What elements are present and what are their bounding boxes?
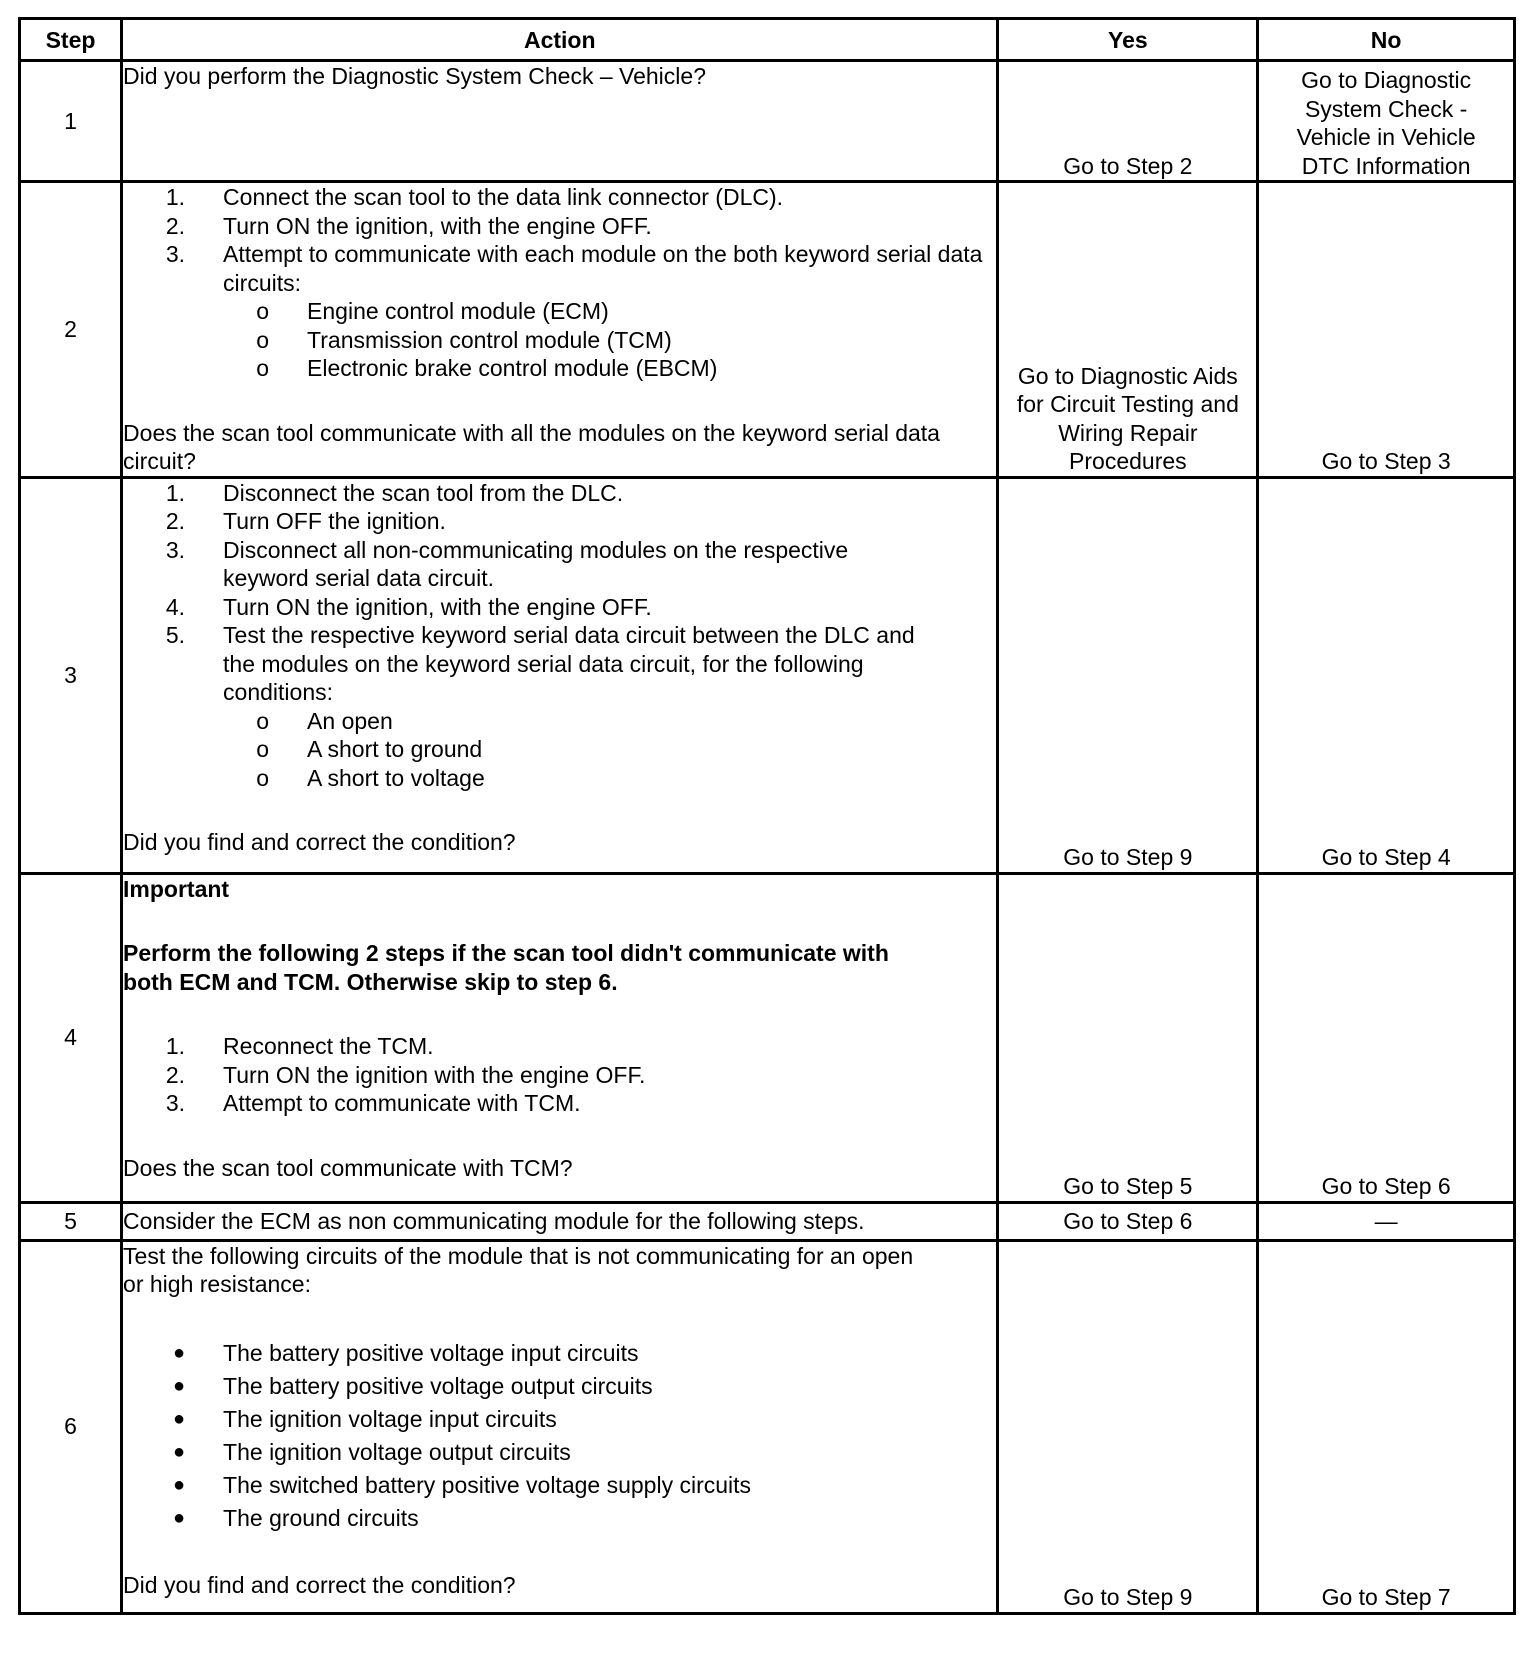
list-number: 2. <box>165 212 186 239</box>
bullet-icon: ● <box>172 1506 186 1529</box>
list-item <box>123 1061 996 1090</box>
no-result-line: DTC Information <box>1301 152 1471 179</box>
list-item-text-line: keyword serial data circuit. <box>223 565 495 591</box>
list-number: 4. <box>165 593 186 620</box>
yes-result-line: Go to Diagnostic Aids <box>1017 362 1238 389</box>
step-number: 6 <box>20 1240 122 1613</box>
action-cell <box>122 1240 998 1613</box>
list-item-text: Turn OFF the ignition. <box>223 508 446 534</box>
list-item <box>123 354 996 383</box>
list-item-text: Attempt to communicate with each module on the both keyword serial data circuits: <box>223 241 983 296</box>
header-action: Action <box>122 19 998 61</box>
step-number: 3 <box>20 477 122 873</box>
list-item-text <box>223 536 996 593</box>
circle-bullet-icon: o <box>256 355 270 381</box>
list-item <box>123 240 996 297</box>
list-item <box>123 1469 996 1502</box>
action-question: Did you find and correct the condition? <box>123 829 516 855</box>
no-result: Go to Step 3 <box>1258 182 1515 478</box>
important-note-line: Perform the following 2 steps if the scan tool didn't communicate with <box>123 940 889 966</box>
table-row-step-5 <box>20 1202 1515 1240</box>
step-number: 5 <box>20 1202 122 1240</box>
header-yes: Yes <box>998 19 1258 61</box>
action-cell <box>122 182 998 478</box>
table-row-step-1 <box>20 61 1515 182</box>
bullet-icon: ● <box>172 1407 186 1430</box>
numbered-steps <box>123 479 996 707</box>
list-item <box>123 1337 996 1370</box>
no-result: Go to Step 6 <box>1258 873 1515 1202</box>
list-item-text: Turn ON the ignition, with the engine OFF. <box>223 212 652 239</box>
yes-result: Go to Step 6 <box>998 1202 1258 1240</box>
yes-result-line: Wiring Repair <box>1058 419 1198 446</box>
list-item <box>123 764 996 793</box>
table-header-row <box>20 19 1515 61</box>
list-item <box>123 735 996 764</box>
list-item-text: A short to ground <box>307 736 483 762</box>
list-item-text: Reconnect the TCM. <box>223 1033 434 1059</box>
action-question: Did you perform the Diagnostic System Check – Vehicle? <box>123 63 706 89</box>
yes-result-line: for Circuit Testing and <box>1016 391 1239 417</box>
list-item-text: Attempt to communicate with TCM. <box>223 1090 581 1116</box>
list-item <box>123 479 996 508</box>
list-item-text-line: Test the respective keyword serial data circuit between the DLC and <box>223 622 915 648</box>
list-item-text <box>223 621 996 707</box>
action-intro-line: or high resistance: <box>123 1271 311 1297</box>
diagnostic-table-page <box>18 17 1516 1615</box>
circle-bullet-icon: o <box>256 298 270 324</box>
action-cell <box>122 61 998 182</box>
list-number: 2. <box>165 508 186 534</box>
numbered-steps <box>123 1032 996 1118</box>
list-item <box>123 297 996 326</box>
bullet-icon: ● <box>172 1440 186 1463</box>
list-item <box>123 593 996 622</box>
yes-result: Go to Step 2 <box>998 61 1258 182</box>
sub-list <box>123 707 996 793</box>
action-question: Consider the ECM as non communicating module for the following steps. <box>122 1202 998 1240</box>
list-item <box>123 1032 996 1061</box>
no-result: Go to Step 4 <box>1258 477 1515 873</box>
list-item <box>123 507 996 536</box>
yes-result-line: Procedures <box>1069 448 1187 474</box>
list-item-text: Connect the scan tool to the data link connector (DLC). <box>223 184 784 210</box>
list-number: 3. <box>165 536 186 563</box>
sub-list <box>123 297 996 383</box>
circle-bullet-icon: o <box>256 764 270 791</box>
list-item <box>123 1502 996 1535</box>
table-row-step-4 <box>20 873 1515 1202</box>
important-heading: Important <box>123 875 230 902</box>
action-cell <box>122 477 998 873</box>
list-number: 3. <box>165 241 186 267</box>
list-item-text-line: Disconnect all non-communicating modules on the respective <box>223 536 849 563</box>
circle-bullet-icon: o <box>256 707 270 734</box>
table-row-step-3 <box>20 477 1515 873</box>
list-item <box>123 1403 996 1436</box>
no-result: — <box>1258 1202 1515 1240</box>
important-note-line: both ECM and TCM. Otherwise skip to step 6. <box>123 968 618 995</box>
no-result-line: Go to Diagnostic <box>1301 67 1472 93</box>
list-item-text: The ignition voltage input circuits <box>223 1405 557 1432</box>
list-item <box>123 536 996 593</box>
list-item-text: Transmission control module (TCM) <box>307 326 672 353</box>
list-item <box>123 707 996 736</box>
table-row-step-2 <box>20 182 1515 478</box>
yes-result: Go to Step 5 <box>998 873 1258 1202</box>
yes-result: Go to Step 9 <box>998 1240 1258 1613</box>
no-result-line: Vehicle in Vehicle <box>1296 124 1476 150</box>
no-result <box>1258 61 1515 182</box>
list-number: 1. <box>165 479 186 506</box>
numbered-steps <box>123 183 996 297</box>
action-cell <box>122 873 998 1202</box>
list-item-text: The battery positive voltage output circuits <box>223 1372 653 1399</box>
list-item-text: An open <box>307 707 393 734</box>
list-number: 2. <box>165 1061 186 1088</box>
bullet-icon: ● <box>172 1374 186 1397</box>
list-item-text-line: the modules on the keyword serial data circuit, for the following <box>223 650 864 677</box>
no-result: Go to Step 7 <box>1258 1240 1515 1613</box>
list-item <box>123 621 996 707</box>
bullet-icon: ● <box>172 1473 186 1496</box>
header-no: No <box>1258 19 1515 61</box>
action-question: Does the scan tool communicate with TCM? <box>123 1154 573 1181</box>
yes-result: Go to Step 9 <box>998 477 1258 873</box>
step-number: 4 <box>20 873 122 1202</box>
list-item <box>123 1436 996 1469</box>
list-item <box>123 212 996 241</box>
bullet-icon: ● <box>172 1341 186 1364</box>
list-item-text: Electronic brake control module (EBCM) <box>307 355 718 381</box>
step-number: 1 <box>20 61 122 182</box>
list-item-text: A short to voltage <box>307 764 485 791</box>
table-row-step-6 <box>20 1240 1515 1613</box>
list-item-text: Turn ON the ignition, with the engine OFF. <box>223 593 652 620</box>
list-item-text: The battery positive voltage input circuits <box>223 1339 639 1366</box>
list-number: 1. <box>165 1033 186 1059</box>
list-number: 5. <box>165 622 186 648</box>
list-item-text: Turn ON the ignition with the engine OFF. <box>223 1061 646 1088</box>
list-item <box>123 1370 996 1403</box>
no-result-line: System Check - <box>1304 95 1468 122</box>
list-item-text: Engine control module (ECM) <box>307 298 609 324</box>
circle-bullet-icon: o <box>256 326 270 353</box>
yes-result <box>998 182 1258 478</box>
list-item-text: The switched battery positive voltage supply circuits <box>223 1471 752 1498</box>
list-item-text-line: conditions: <box>223 679 334 705</box>
list-item-text: The ignition voltage output circuits <box>223 1438 571 1465</box>
bullet-list <box>123 1337 996 1535</box>
action-intro-line: Test the following circuits of the module that is not communicating for an open <box>123 1242 914 1269</box>
list-number: 1. <box>165 184 186 210</box>
header-step: Step <box>20 19 122 61</box>
list-item <box>123 326 996 355</box>
list-item-text: The ground circuits <box>223 1504 419 1531</box>
action-question: Did you find and correct the condition? <box>123 1571 516 1598</box>
circle-bullet-icon: o <box>256 736 270 762</box>
list-item <box>123 183 996 212</box>
list-item <box>123 1089 996 1118</box>
step-number: 2 <box>20 182 122 478</box>
action-question: Does the scan tool communicate with all the modules on the keyword serial data circuit? <box>123 419 940 474</box>
list-number: 3. <box>165 1090 186 1116</box>
list-item-text: Disconnect the scan tool from the DLC. <box>223 479 624 506</box>
diagnostic-table <box>18 17 1516 1615</box>
